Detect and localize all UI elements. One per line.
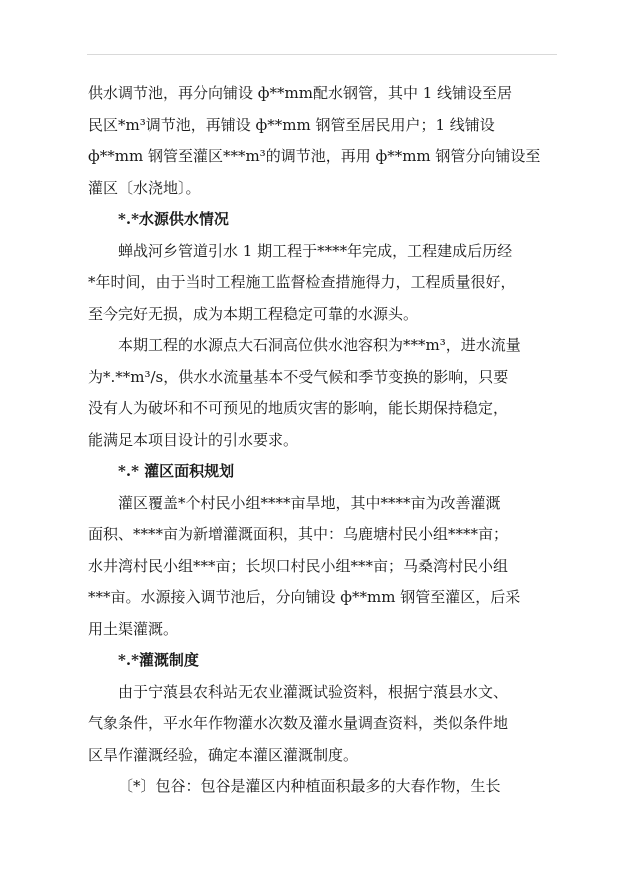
section-heading: *.* 灌区面积规划 — [118, 462, 235, 480]
body-line: 供水调节池，再分向铺设 ф**mm配水钢管，其中 1 线铺设至居 — [88, 84, 513, 102]
paragraph-first-line: 本期工程的水源点大石洞高位供水池容积为***m³，进水流量 — [118, 336, 521, 354]
body-line: 为*.**m³/s，供水水流量基本不受气候和季节变换的影响，只要 — [88, 367, 509, 386]
body-line: 至今完好无损，成为本期工程稳定可靠的水源头。 — [88, 304, 419, 323]
body-line: 用土渠灌溉。 — [88, 619, 179, 638]
document-body — [88, 78, 560, 803]
body-line: 没有人为破坏和不可预见的地质灾害的影响，能长期保持稳定， — [88, 399, 509, 417]
body-line: ф**mm 钢管至灌区***m³的调节池，再用 ф**mm 钢管分向铺设至 — [88, 147, 541, 165]
header-rule — [87, 54, 557, 55]
body-line: 灌区〔水浇地〕。 — [88, 178, 201, 197]
body-line: 民区*m³调节池，再铺设 ф**mm 钢管至居民用户；1 线铺设 — [88, 115, 495, 134]
paragraph-first-line: 〔*〕包谷：包谷是灌区内种植面积最多的大春作物，生长 — [118, 777, 501, 795]
section-heading: *.*水源供水情况 — [118, 210, 229, 228]
body-line: ***亩。水源接入调节池后，分向铺设 ф**mm 钢管至灌区，后采 — [88, 588, 521, 606]
body-line: 面积、****亩为新增灌溉面积，其中：乌鹿塘村民小组****亩； — [88, 525, 509, 543]
body-line: 能满足本项目设计的引水要求。 — [88, 430, 299, 449]
body-line: 气象条件，平水年作物灌水次数及灌水量调查资料，类似条件地 — [88, 714, 509, 732]
paragraph-first-line: 由于宁蒗县农科站无农业灌溉试验资料，根据宁蒗县水文、 — [118, 682, 509, 701]
paragraph-first-line: 灌区覆盖*个村民小组****亩旱地，其中****亩为改善灌溉 — [118, 493, 501, 512]
paragraph-first-line: 蝉战河乡管道引水 1 期工程于****年完成，工程建成后历经 — [118, 241, 513, 260]
body-line: 区旱作灌溉经验，确定本灌区灌溉制度。 — [88, 745, 359, 764]
section-heading: *.*灌溉制度 — [118, 651, 199, 669]
body-line: 水井湾村民小组***亩；长坝口村民小组***亩；马桑湾村民小组 — [88, 556, 509, 575]
body-line: *年时间，由于当时工程施工监督检查措施得力，工程质量很好， — [88, 273, 516, 291]
